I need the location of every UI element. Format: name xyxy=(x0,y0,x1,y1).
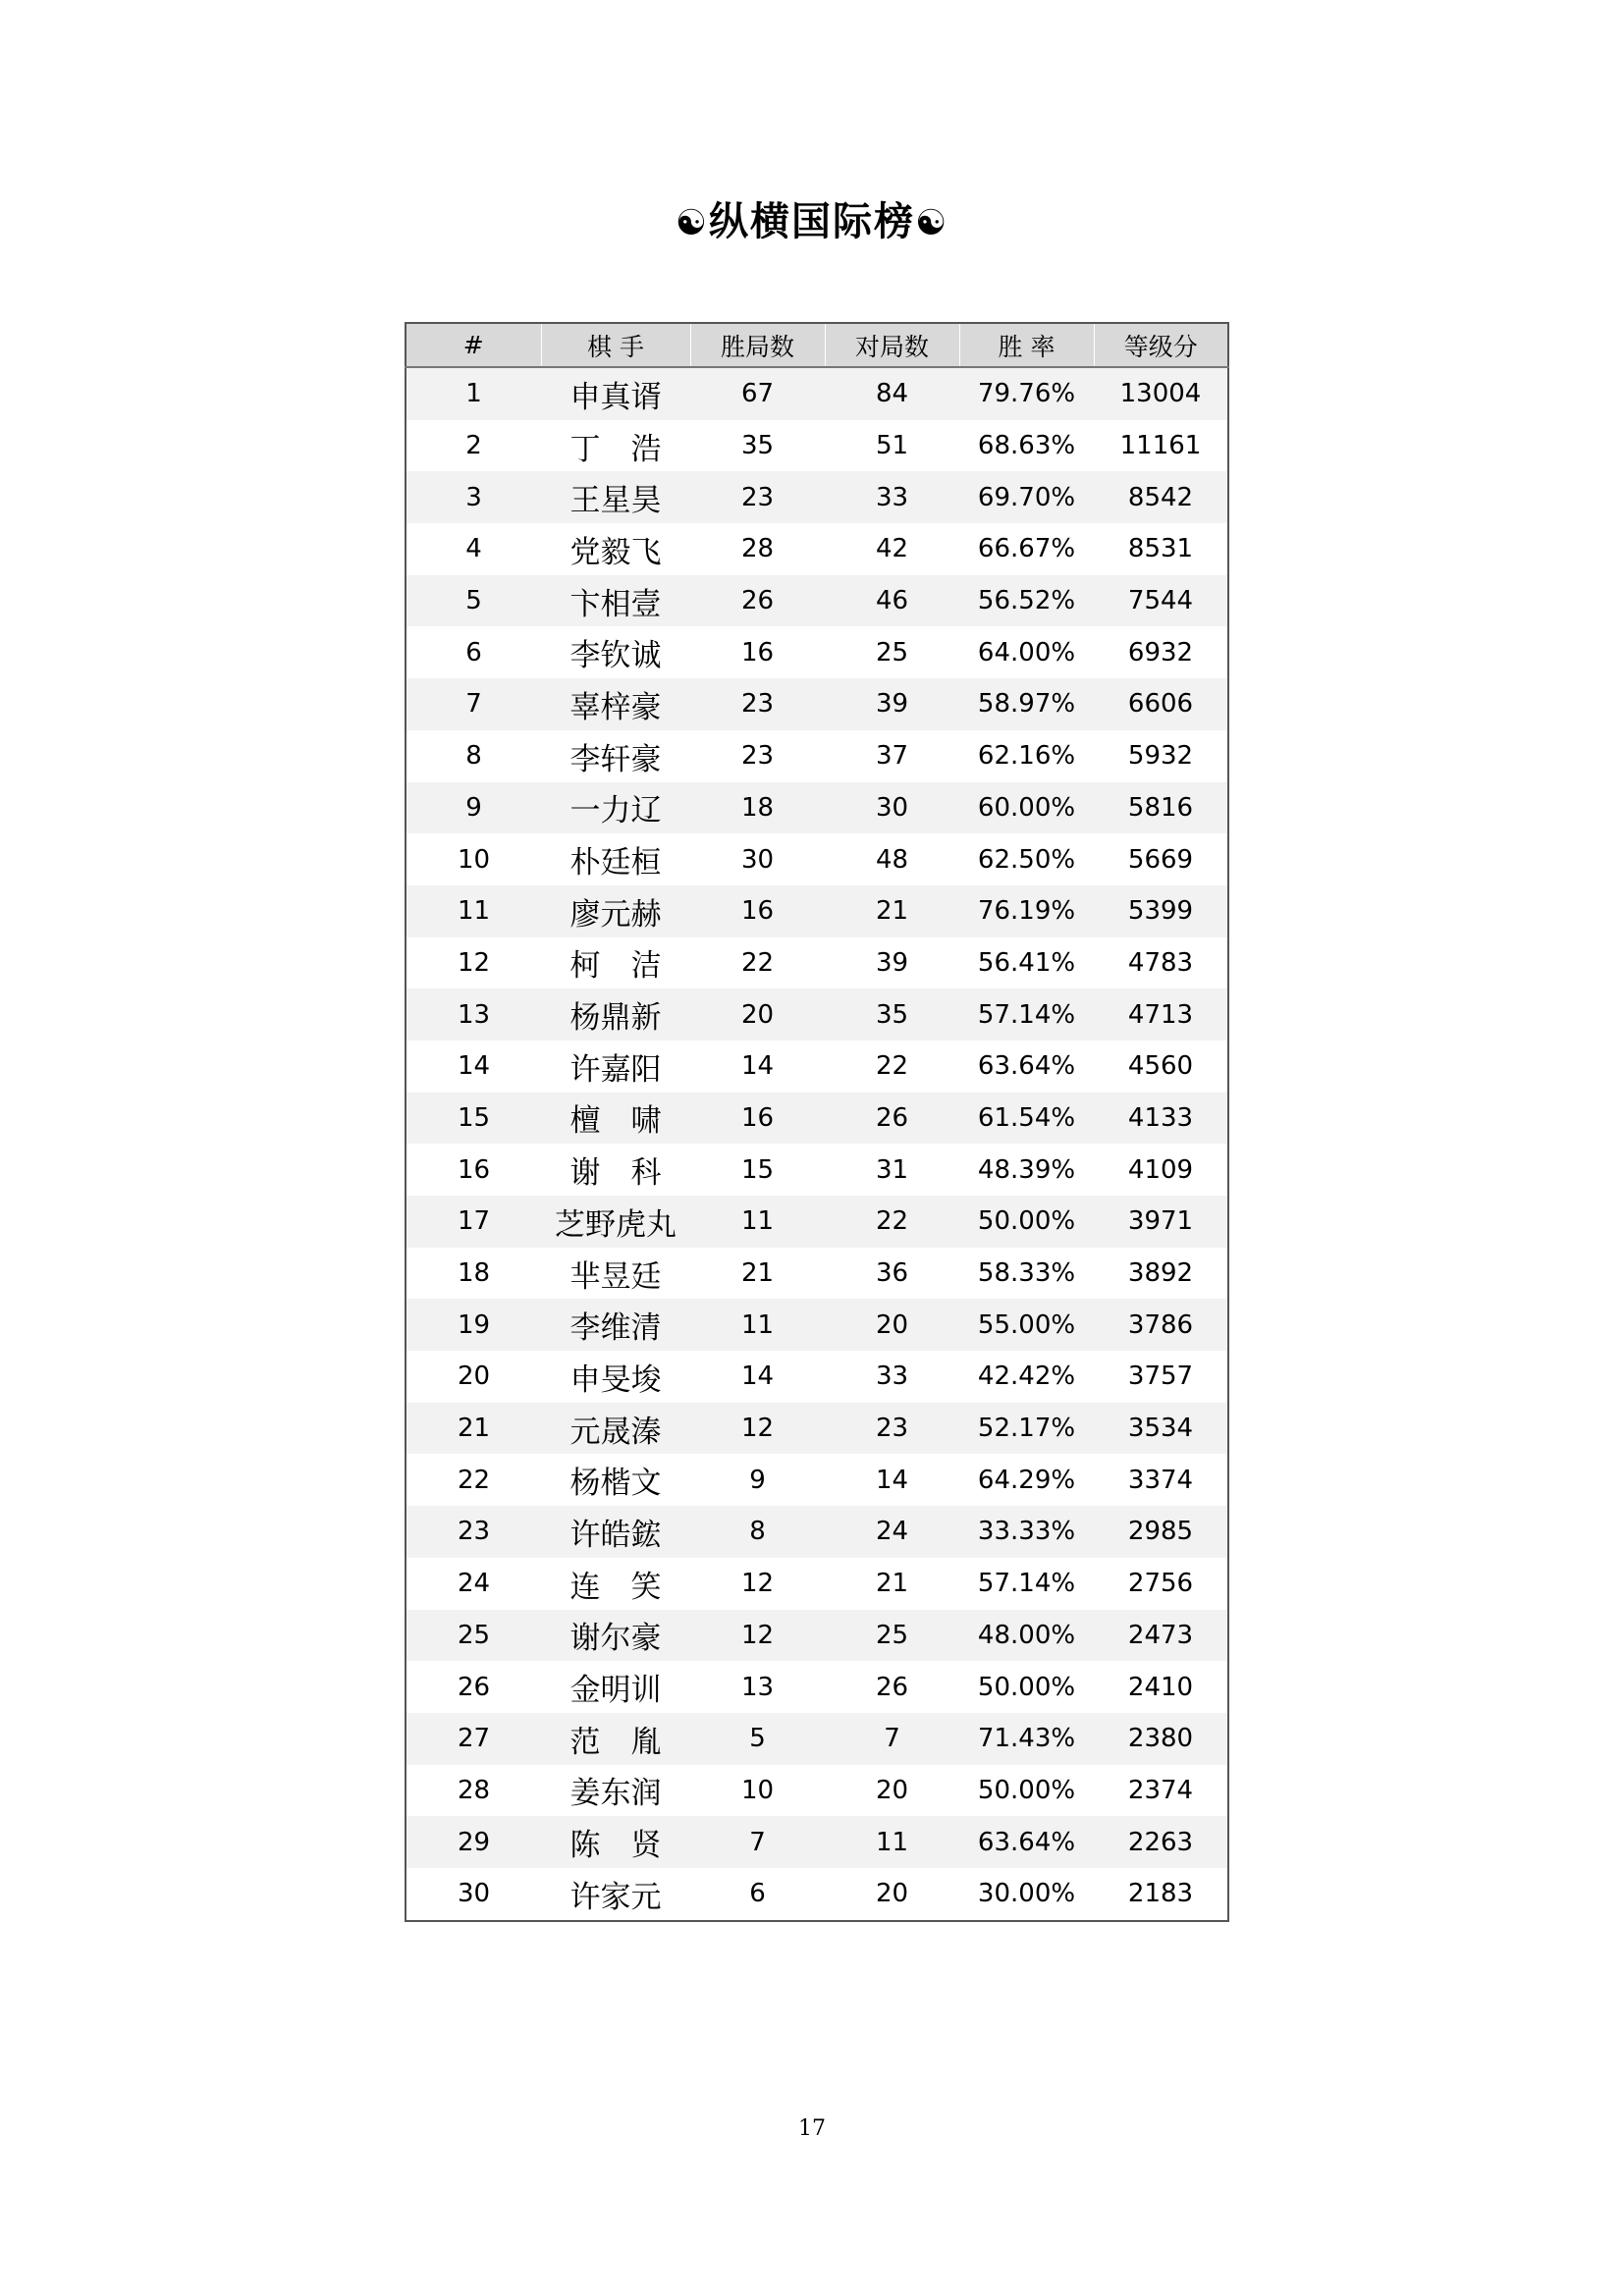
games-cell: 24 xyxy=(825,1506,959,1558)
wins-cell: 22 xyxy=(690,937,825,989)
win-rate-cell: 48.39% xyxy=(959,1144,1094,1196)
player-name-cell: 党毅飞 xyxy=(541,523,690,575)
rank-cell: 3 xyxy=(406,471,541,523)
column-header-rating: 等级分 xyxy=(1094,323,1228,367)
player-name-cell: 檀 啸 xyxy=(541,1093,690,1145)
rank-cell: 14 xyxy=(406,1041,541,1093)
win-rate-cell: 71.43% xyxy=(959,1713,1094,1765)
rating-cell: 2473 xyxy=(1094,1610,1228,1662)
win-rate-cell: 56.41% xyxy=(959,937,1094,989)
wins-cell: 21 xyxy=(690,1248,825,1300)
win-rate-cell: 79.76% xyxy=(959,367,1094,420)
rank-cell: 2 xyxy=(406,420,541,472)
table-row xyxy=(406,1506,1228,1558)
wins-cell: 14 xyxy=(690,1041,825,1093)
wins-cell: 9 xyxy=(690,1454,825,1506)
rating-cell: 6606 xyxy=(1094,678,1228,730)
rank-cell: 23 xyxy=(406,1506,541,1558)
win-rate-cell: 60.00% xyxy=(959,782,1094,834)
rating-cell: 6932 xyxy=(1094,626,1228,678)
table-row xyxy=(406,1713,1228,1765)
win-rate-cell: 55.00% xyxy=(959,1299,1094,1351)
rank-cell: 1 xyxy=(406,367,541,420)
table-row xyxy=(406,1868,1228,1921)
wins-cell: 30 xyxy=(690,833,825,885)
wins-cell: 13 xyxy=(690,1661,825,1713)
rank-cell: 4 xyxy=(406,523,541,575)
rank-cell: 18 xyxy=(406,1248,541,1300)
rank-cell: 30 xyxy=(406,1868,541,1921)
table-row xyxy=(406,575,1228,627)
games-cell: 20 xyxy=(825,1868,959,1921)
player-name-cell: 许嘉阳 xyxy=(541,1041,690,1093)
column-header-wins: 胜局数 xyxy=(690,323,825,367)
win-rate-cell: 50.00% xyxy=(959,1765,1094,1817)
table-row xyxy=(406,833,1228,885)
table-row xyxy=(406,1351,1228,1403)
player-name-cell: 申真谞 xyxy=(541,367,690,420)
games-cell: 31 xyxy=(825,1144,959,1196)
player-name-cell: 杨鼎新 xyxy=(541,988,690,1041)
games-cell: 21 xyxy=(825,1558,959,1610)
games-cell: 21 xyxy=(825,885,959,937)
table-row xyxy=(406,988,1228,1041)
player-name-cell: 李轩豪 xyxy=(541,730,690,782)
player-name-cell: 范 胤 xyxy=(541,1713,690,1765)
player-name-cell: 姜东润 xyxy=(541,1765,690,1817)
table-row xyxy=(406,626,1228,678)
wins-cell: 7 xyxy=(690,1816,825,1868)
rating-cell: 3374 xyxy=(1094,1454,1228,1506)
rating-cell: 2756 xyxy=(1094,1558,1228,1610)
games-cell: 84 xyxy=(825,367,959,420)
rank-cell: 22 xyxy=(406,1454,541,1506)
rating-cell: 2183 xyxy=(1094,1868,1228,1921)
games-cell: 39 xyxy=(825,678,959,730)
rating-cell: 5816 xyxy=(1094,782,1228,834)
games-cell: 20 xyxy=(825,1299,959,1351)
wins-cell: 5 xyxy=(690,1713,825,1765)
player-name-cell: 廖元赫 xyxy=(541,885,690,937)
win-rate-cell: 57.14% xyxy=(959,1558,1094,1610)
win-rate-cell: 63.64% xyxy=(959,1041,1094,1093)
table-row xyxy=(406,420,1228,472)
rating-cell: 2410 xyxy=(1094,1661,1228,1713)
rank-cell: 5 xyxy=(406,575,541,627)
games-cell: 39 xyxy=(825,937,959,989)
rank-cell: 27 xyxy=(406,1713,541,1765)
player-name-cell: 李维清 xyxy=(541,1299,690,1351)
games-cell: 22 xyxy=(825,1196,959,1248)
games-cell: 23 xyxy=(825,1403,959,1455)
table-row xyxy=(406,1299,1228,1351)
rank-cell: 16 xyxy=(406,1144,541,1196)
win-rate-cell: 62.16% xyxy=(959,730,1094,782)
wins-cell: 20 xyxy=(690,988,825,1041)
player-name-cell: 柯 洁 xyxy=(541,937,690,989)
table-row xyxy=(406,1610,1228,1662)
rating-cell: 2985 xyxy=(1094,1506,1228,1558)
player-name-cell: 卞相壹 xyxy=(541,575,690,627)
rating-cell: 3892 xyxy=(1094,1248,1228,1300)
wins-cell: 6 xyxy=(690,1868,825,1921)
rank-cell: 20 xyxy=(406,1351,541,1403)
wins-cell: 15 xyxy=(690,1144,825,1196)
win-rate-cell: 30.00% xyxy=(959,1868,1094,1921)
rating-cell: 4713 xyxy=(1094,988,1228,1041)
rating-cell: 3971 xyxy=(1094,1196,1228,1248)
rating-cell: 5932 xyxy=(1094,730,1228,782)
player-name-cell: 许家元 xyxy=(541,1868,690,1921)
page-title xyxy=(0,192,1624,253)
player-name-cell: 连 笑 xyxy=(541,1558,690,1610)
win-rate-cell: 76.19% xyxy=(959,885,1094,937)
games-cell: 37 xyxy=(825,730,959,782)
table-row xyxy=(406,1403,1228,1455)
win-rate-cell: 64.00% xyxy=(959,626,1094,678)
rank-cell: 11 xyxy=(406,885,541,937)
wins-cell: 23 xyxy=(690,471,825,523)
wins-cell: 23 xyxy=(690,678,825,730)
rank-cell: 6 xyxy=(406,626,541,678)
games-cell: 7 xyxy=(825,1713,959,1765)
rating-cell: 13004 xyxy=(1094,367,1228,420)
rating-cell: 2263 xyxy=(1094,1816,1228,1868)
player-name-cell: 辜梓豪 xyxy=(541,678,690,730)
win-rate-cell: 58.97% xyxy=(959,678,1094,730)
page-number: 17 xyxy=(798,2116,826,2141)
rank-cell: 25 xyxy=(406,1610,541,1662)
rating-cell: 4783 xyxy=(1094,937,1228,989)
table-row xyxy=(406,1144,1228,1196)
player-name-cell: 一力辽 xyxy=(541,782,690,834)
wins-cell: 14 xyxy=(690,1351,825,1403)
table-row xyxy=(406,1041,1228,1093)
rating-cell: 4560 xyxy=(1094,1041,1228,1093)
rating-cell: 5669 xyxy=(1094,833,1228,885)
win-rate-cell: 50.00% xyxy=(959,1661,1094,1713)
rank-cell: 29 xyxy=(406,1816,541,1868)
games-cell: 26 xyxy=(825,1661,959,1713)
win-rate-cell: 58.33% xyxy=(959,1248,1094,1300)
win-rate-cell: 50.00% xyxy=(959,1196,1094,1248)
table-row xyxy=(406,471,1228,523)
table-row xyxy=(406,885,1228,937)
wins-cell: 16 xyxy=(690,885,825,937)
table-row xyxy=(406,367,1228,420)
win-rate-cell: 66.67% xyxy=(959,523,1094,575)
ranking-table xyxy=(405,322,1229,1922)
rating-cell: 3534 xyxy=(1094,1403,1228,1455)
rating-cell: 8531 xyxy=(1094,523,1228,575)
table-row xyxy=(406,782,1228,834)
player-name-cell: 金明训 xyxy=(541,1661,690,1713)
rating-cell: 2374 xyxy=(1094,1765,1228,1817)
games-cell: 30 xyxy=(825,782,959,834)
rating-cell: 5399 xyxy=(1094,885,1228,937)
rating-cell: 11161 xyxy=(1094,420,1228,472)
player-name-cell: 陈 贤 xyxy=(541,1816,690,1868)
rank-cell: 26 xyxy=(406,1661,541,1713)
win-rate-cell: 69.70% xyxy=(959,471,1094,523)
win-rate-cell: 61.54% xyxy=(959,1093,1094,1145)
rating-cell: 3786 xyxy=(1094,1299,1228,1351)
games-cell: 48 xyxy=(825,833,959,885)
wins-cell: 18 xyxy=(690,782,825,834)
table-row xyxy=(406,1093,1228,1145)
player-name-cell: 王星昊 xyxy=(541,471,690,523)
rating-cell: 4133 xyxy=(1094,1093,1228,1145)
page-title-text: 纵横国际榜 xyxy=(709,198,915,244)
wins-cell: 67 xyxy=(690,367,825,420)
player-name-cell: 丁 浩 xyxy=(541,420,690,472)
rank-cell: 15 xyxy=(406,1093,541,1145)
games-cell: 33 xyxy=(825,471,959,523)
rank-cell: 8 xyxy=(406,730,541,782)
wins-cell: 28 xyxy=(690,523,825,575)
rating-cell: 2380 xyxy=(1094,1713,1228,1765)
wins-cell: 16 xyxy=(690,1093,825,1145)
column-header-games: 对局数 xyxy=(825,323,959,367)
player-name-cell: 李钦诚 xyxy=(541,626,690,678)
wins-cell: 16 xyxy=(690,626,825,678)
games-cell: 14 xyxy=(825,1454,959,1506)
win-rate-cell: 52.17% xyxy=(959,1403,1094,1455)
wins-cell: 8 xyxy=(690,1506,825,1558)
player-name-cell: 朴廷桓 xyxy=(541,833,690,885)
games-cell: 20 xyxy=(825,1765,959,1817)
wins-cell: 35 xyxy=(690,420,825,472)
player-name-cell: 谢 科 xyxy=(541,1144,690,1196)
rank-cell: 12 xyxy=(406,937,541,989)
rank-cell: 9 xyxy=(406,782,541,834)
win-rate-cell: 42.42% xyxy=(959,1351,1094,1403)
table-row xyxy=(406,1558,1228,1610)
wins-cell: 11 xyxy=(690,1196,825,1248)
table-row xyxy=(406,523,1228,575)
table-body xyxy=(406,367,1228,1921)
column-header-player: 棋 手 xyxy=(541,323,690,367)
table-row xyxy=(406,1765,1228,1817)
wins-cell: 12 xyxy=(690,1610,825,1662)
win-rate-cell: 33.33% xyxy=(959,1506,1094,1558)
rating-cell: 7544 xyxy=(1094,575,1228,627)
table-row xyxy=(406,1661,1228,1713)
win-rate-cell: 63.64% xyxy=(959,1816,1094,1868)
wins-cell: 10 xyxy=(690,1765,825,1817)
games-cell: 26 xyxy=(825,1093,959,1145)
column-header-win-rate: 胜 率 xyxy=(959,323,1094,367)
win-rate-cell: 62.50% xyxy=(959,833,1094,885)
rank-cell: 7 xyxy=(406,678,541,730)
rating-cell: 3757 xyxy=(1094,1351,1228,1403)
table-row xyxy=(406,937,1228,989)
games-cell: 35 xyxy=(825,988,959,1041)
games-cell: 51 xyxy=(825,420,959,472)
games-cell: 36 xyxy=(825,1248,959,1300)
yin-yang-icon: ☯ xyxy=(915,203,949,243)
player-name-cell: 谢尔豪 xyxy=(541,1610,690,1662)
win-rate-cell: 56.52% xyxy=(959,575,1094,627)
table-row xyxy=(406,1196,1228,1248)
win-rate-cell: 64.29% xyxy=(959,1454,1094,1506)
player-name-cell: 许皓鋐 xyxy=(541,1506,690,1558)
rank-cell: 24 xyxy=(406,1558,541,1610)
table-row xyxy=(406,730,1228,782)
rank-cell: 17 xyxy=(406,1196,541,1248)
win-rate-cell: 57.14% xyxy=(959,988,1094,1041)
rating-cell: 8542 xyxy=(1094,471,1228,523)
games-cell: 25 xyxy=(825,1610,959,1662)
table-header-row xyxy=(406,323,1228,367)
games-cell: 46 xyxy=(825,575,959,627)
player-name-cell: 芈昱廷 xyxy=(541,1248,690,1300)
win-rate-cell: 68.63% xyxy=(959,420,1094,472)
table-row xyxy=(406,1816,1228,1868)
player-name-cell: 杨楷文 xyxy=(541,1454,690,1506)
rank-cell: 21 xyxy=(406,1403,541,1455)
column-header-rank: # xyxy=(406,323,541,367)
wins-cell: 26 xyxy=(690,575,825,627)
player-name-cell: 元晟溱 xyxy=(541,1403,690,1455)
table-row xyxy=(406,678,1228,730)
table-row xyxy=(406,1454,1228,1506)
games-cell: 42 xyxy=(825,523,959,575)
player-name-cell: 申旻埈 xyxy=(541,1351,690,1403)
yin-yang-icon: ☯ xyxy=(675,203,709,243)
win-rate-cell: 48.00% xyxy=(959,1610,1094,1662)
rank-cell: 10 xyxy=(406,833,541,885)
games-cell: 25 xyxy=(825,626,959,678)
games-cell: 22 xyxy=(825,1041,959,1093)
player-name-cell: 芝野虎丸 xyxy=(541,1196,690,1248)
wins-cell: 12 xyxy=(690,1558,825,1610)
table-row xyxy=(406,1248,1228,1300)
games-cell: 33 xyxy=(825,1351,959,1403)
rank-cell: 19 xyxy=(406,1299,541,1351)
rating-cell: 4109 xyxy=(1094,1144,1228,1196)
wins-cell: 12 xyxy=(690,1403,825,1455)
games-cell: 11 xyxy=(825,1816,959,1868)
rank-cell: 13 xyxy=(406,988,541,1041)
wins-cell: 23 xyxy=(690,730,825,782)
rank-cell: 28 xyxy=(406,1765,541,1817)
wins-cell: 11 xyxy=(690,1299,825,1351)
